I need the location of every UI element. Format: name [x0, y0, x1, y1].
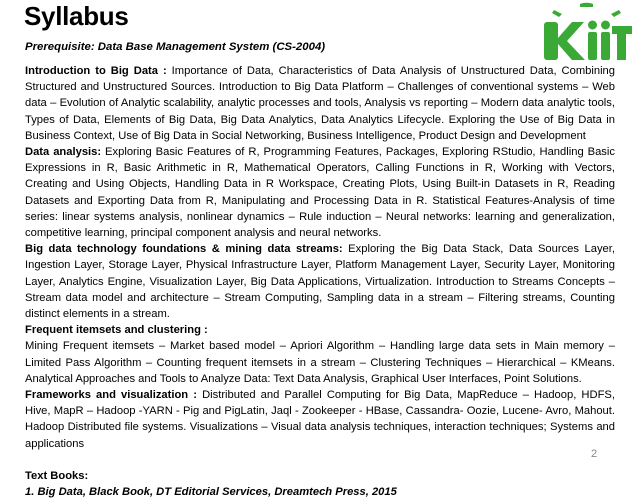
section-data-analysis [25, 144, 615, 241]
section-frequent-itemsets-heading [25, 322, 615, 338]
prerequisite: Prerequisite: Data Base Management System (CS-2004) [25, 41, 326, 53]
section-heading: Introduction to Big Data : [25, 65, 167, 77]
section-body: Exploring Basic Features of R, Programming Features, Packages, Exploring RStudio, Handling Basic Expressions in R, Basic Arithmetic in R, Mathematical Operators, Calling Functions in R, Working with Vectors, Creating and Using Objects, Handling Data in R Workspace, Creating Plots, Using Built-in Datasets in R, Reading Datasets and Exporting Data from R, Manipulating and Processing Data in R. Statistical Features-Analysis of time series: linear systems analysis, nonlinear dynamics – Rule induction – Neural networks: learning and generalization, competitive learning, principal component analysis and neural networks. [25, 146, 615, 240]
textbook-title: 1. Big Data, Black Book, DT Editorial Services, Dreamtech Press, 2015 [25, 486, 397, 499]
section-intro-big-data [25, 63, 615, 144]
section-heading: Frameworks and visualization : [25, 389, 197, 402]
kiit-logo [540, 2, 633, 68]
textbooks-label: Text Books: [25, 469, 89, 482]
section-body: Distributed and Parallel Computing for Big Data, MapReduce – Hadoop, HDFS, Hive, MapR – Hadoop -YARN - Pig and PigLatin, Jaql - Zookeeper - HBase, Cassandra- Oozie, Lucene- Avro, Mahout. Hadoop Distributed file systems. Visualizations – Visual data analysis techniques, interaction techniques; Systems and applications [25, 389, 615, 450]
spacer [25, 452, 615, 468]
syllabus-content [25, 63, 615, 500]
section-frequent-itemsets-body [25, 338, 615, 387]
section-heading: Big data technology foundations & mining data streams: [25, 243, 343, 256]
section-heading: Frequent itemsets and clustering : [25, 324, 208, 337]
textbooks-heading [25, 468, 615, 484]
section-body: Exploring the Big Data Stack, Data Sources Layer, Ingestion Layer, Storage Layer, Physical Infrastructure Layer, Platform Management Layer, Security Layer, Monitoring Layer, Analytics Engine, Visualization Layer, Big Data Applications, Virtualization. Introduction to Streams Concepts – Stream data model and architecture – Stream Computing, Sampling data in a stream – Filtering streams, Counting distinct elements in a stream. [25, 243, 615, 321]
section-body: Importance of Data, Characteristics of Data Analysis of Unstructured Data, Combining Structured and Unstructured Sources. Introduction to Big Data Platform – Challenges of conventional systems – Web data – Evolution of Analytic scalability, analytic processes and tools, Analysis vs reporting – Modern data analytic tools, Types of Data, Elements of Big Data, Big Data Analytics, Data Analytics Lifecycle. Exploring the Use of Big Data in Business Context, Use of Big Data in Social Networking, Business Intelligence, Product Design and Development [25, 65, 616, 142]
section-heading: Data analysis: [25, 146, 102, 159]
textbook-item [25, 484, 615, 500]
slide-title: Syllabus [24, 1, 129, 31]
section-body: Mining Frequent itemsets – Market based model – Apriori Algorithm – Handling large data sets in Main memory – Limited Pass Algorithm – Counting frequent itemsets in a stream – Clustering Techniques – Hierarchical – KMeans. Analytical Approaches and Tools to Analyze Data: Text Data Analysis, Graphical User Interfaces, Point Solutions. [25, 340, 615, 385]
section-frameworks [25, 387, 615, 452]
section-big-data-technology [25, 241, 615, 322]
page-number: 2 [591, 448, 598, 460]
